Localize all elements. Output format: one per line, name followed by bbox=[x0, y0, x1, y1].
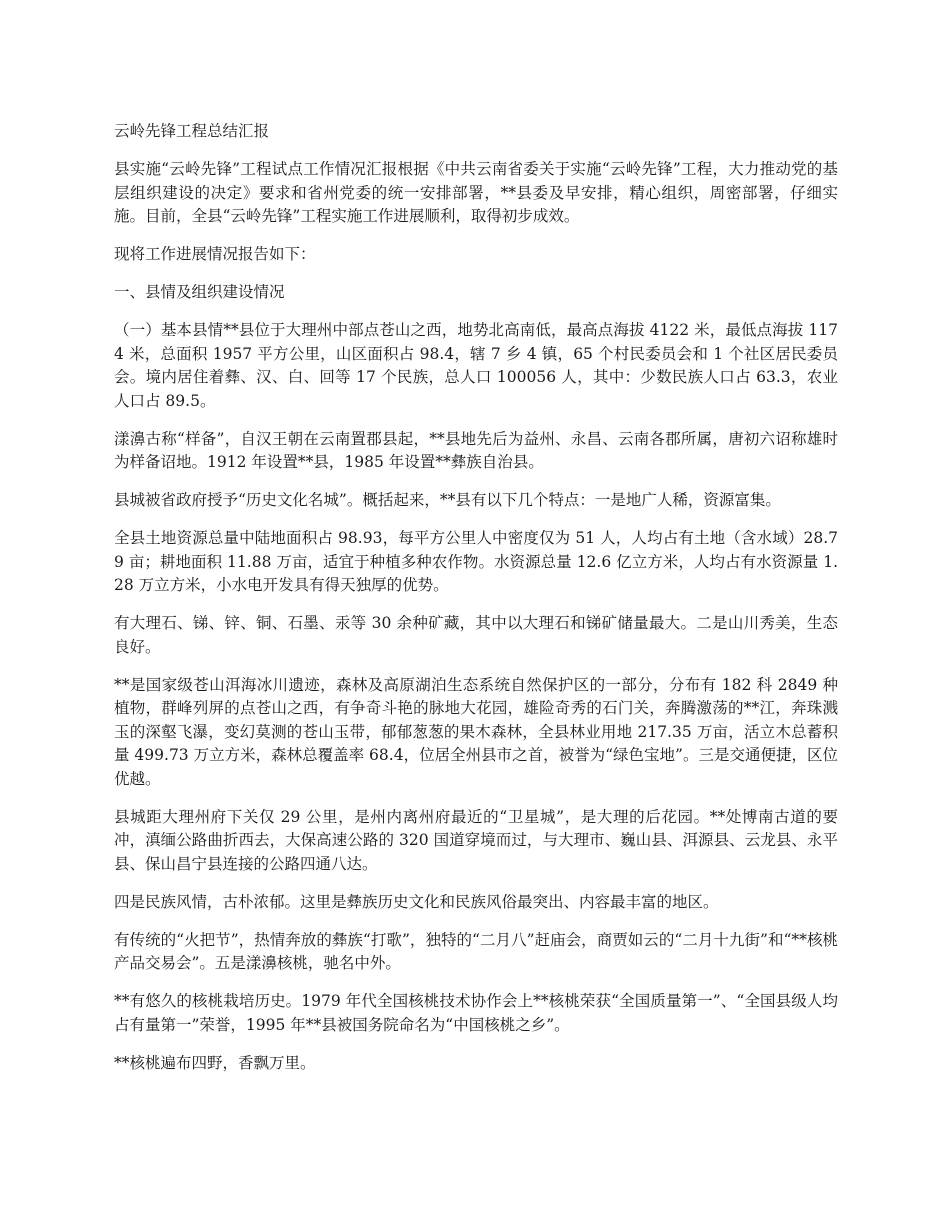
paragraph-transport: 县城距大理州府下关仅 29 公里，是州内离州府最近的“卫星城”，是大理的后花园。**处博南古道的要冲，滇缅公路曲折西去，大保高速公路的 320 国道穿境而过，与大理市、巍山县、洱源县、云龙县、永平县、保山昌宁县连接的公路四通八达。 bbox=[114, 807, 838, 873]
paragraph-intro: 县实施“云岭先锋”工程试点工作情况汇报根据《中共云南省委关于实施“云岭先锋”工程，大力推动党的基层组织建设的决定》要求和省州党委的统一安排部署，**县委及早安排，精心组织，周密部署，仔细实施。目前，全县“云岭先锋”工程实施工作进展顺利，取得初步成效。 bbox=[114, 160, 838, 225]
paragraph-land-water: 全县土地资源总量中陆地面积占 98.93，每平方公里人中密度仅为 51 人，人均占有土地（含水域）28.79 亩；耕地面积 11.88 万亩，适宜于种植多种农作物。水资源总量 12.6 亿立方米，人均占有水资源量 1.28 万立方米，小水电开发具有得天独厚的优势。 bbox=[114, 529, 838, 594]
paragraph-festivals: 有传统的“火把节”，热情奔放的彝族“打歌”，独特的“二月八”赶庙会，商贾如云的“二月十九街”和“**核桃产品交易会”。五是漾濞核桃，驰名中外。 bbox=[114, 930, 838, 972]
paragraph-minerals: 有大理石、锑、锌、铜、石墨、汞等 30 余种矿藏，其中以大理石和锑矿储量最大。二是山川秀美，生态良好。 bbox=[114, 614, 838, 656]
paragraph-ecology: **是国家级苍山洱海冰川遗迹，森林及高原湖泊生态系统自然保护区的一部分，分布有 182 科 2849 种植物，群峰列屏的点苍山之西，有争奇斗艳的脉地大花园，雄险奇秀的石门关，奔腾激荡的**江，奔珠溅玉的深壑飞瀑，变幻莫测的苍山玉带，郁郁葱葱的果木森林，全县林业用地 217.35 万亩，活立木总蓄积量 499.73 万立方米，森林总覆盖率 68.4，位居全州县市之首，被誉为“绿色宝地”。三是交通便捷，区位优越。 bbox=[114, 675, 838, 788]
paragraph-historic-city: 县城被省政府授予“历史文化名城”。概括起来，**县有以下几个特点：一是地广人稀，资源富集。 bbox=[114, 491, 781, 509]
document-page bbox=[114, 120, 838, 1090]
section-heading-county-overview: 一、县情及组织建设情况 bbox=[114, 283, 285, 301]
document-title: 云岭先锋工程总结汇报 bbox=[114, 122, 270, 140]
paragraph-history: 漾濞古称“样备”，自汉王朝在云南置郡县起，**县地先后为益州、永昌、云南各郡所属，唐初六诏称雄时为样备诏地。1912 年设置**县，1985 年设置**彝族自治县。 bbox=[114, 429, 838, 471]
paragraph-report-lead: 现将工作进展情况报告如下： bbox=[114, 245, 316, 263]
paragraph-walnut-closing: **核桃遍布四野，香飘万里。 bbox=[114, 1053, 316, 1072]
paragraph-basic-info: （一）基本县情**县位于大理州中部点苍山之西，地势北高南低，最高点海拔 4122 米，最低点海拔 1174 米，总面积 1957 平方公里，山区面积占 98.4，辖 7 乡 4 镇，65 个村民委员会和 1 个社区居民委员会。境内居住着彝、汉、白、回等 17 个民族，总人口 100056 人，其中：少数民族人口占 63.3，农业人口占 89.5。 bbox=[114, 321, 838, 410]
paragraph-ethnic-culture: 四是民族风情，古朴浓郁。这里是彝族历史文化和民族风俗最突出、内容最丰富的地区。 bbox=[114, 892, 719, 911]
paragraph-walnut-history: **有悠久的核桃栽培历史。1979 年代全国核桃技术协作会上**核桃荣获“全国质量第一”、“全国县级人均占有量第一”荣誉，1995 年**县被国务院命名为“中国核桃之乡”。 bbox=[114, 992, 838, 1034]
